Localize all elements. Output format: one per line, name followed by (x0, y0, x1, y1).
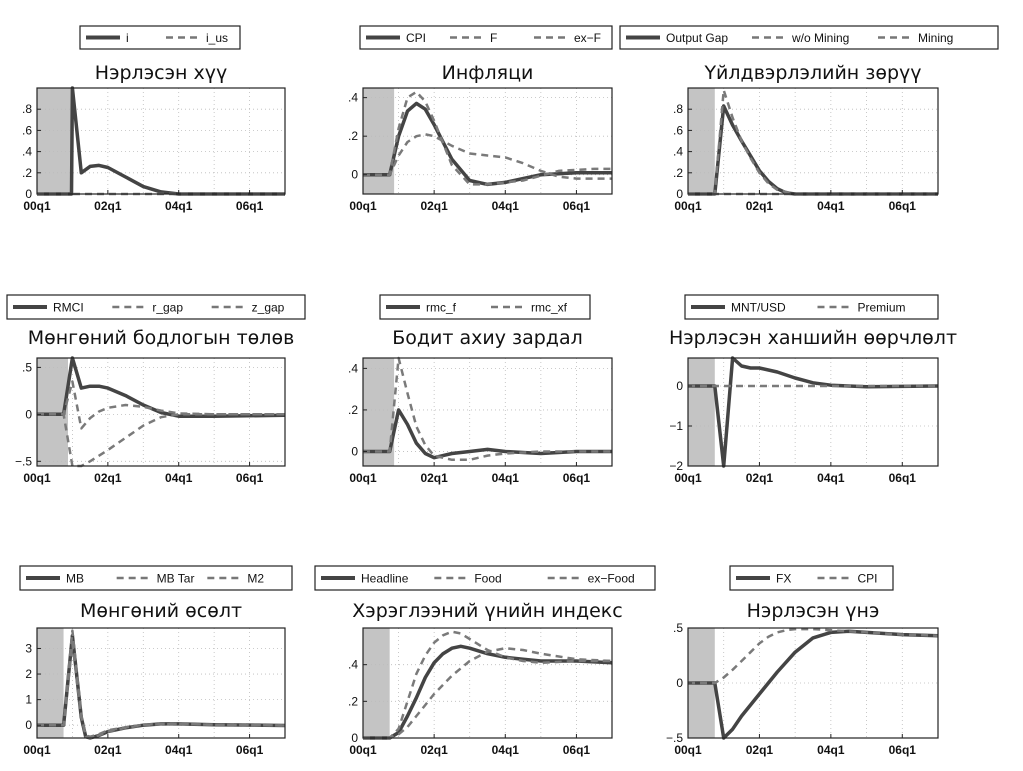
shaded-region (688, 358, 715, 466)
x-tick-label: 06q1 (888, 743, 916, 757)
y-tick-label: .8 (672, 102, 683, 117)
x-tick-label: 04q1 (491, 471, 519, 485)
x-tick-label: 04q1 (165, 471, 193, 485)
y-tick-label: 0 (351, 167, 358, 182)
legend-label: MNT/USD (731, 300, 786, 315)
y-tick-label: 0 (25, 407, 32, 422)
x-tick-label: 02q1 (94, 199, 122, 213)
legend-label: i (126, 31, 129, 45)
legend-label: z_gap (251, 300, 285, 315)
y-tick-label: −.5 (14, 454, 32, 469)
chart-title: Нэрлэсэн хүү (94, 62, 228, 84)
x-tick-label: 02q1 (94, 471, 122, 485)
legend-label: Output Gap (666, 31, 729, 45)
x-tick-label: 00q1 (674, 471, 702, 485)
series-line-Food (363, 632, 612, 738)
chart-panel-3 (620, 26, 998, 213)
y-tick-label: .2 (347, 694, 358, 709)
x-tick-label: 00q1 (23, 743, 51, 757)
legend-label: w/o Mining (792, 31, 850, 45)
chart-legend (7, 295, 305, 319)
chart-panel-5 (348, 295, 612, 485)
y-tick-label: 3 (25, 641, 32, 656)
x-tick-label: 04q1 (817, 471, 845, 485)
plot-frame (363, 628, 612, 738)
legend-label: ex−Food (587, 571, 635, 586)
y-tick-label: .8 (21, 102, 32, 117)
chart-legend (80, 26, 240, 49)
x-tick-label: 02q1 (745, 471, 774, 485)
chart-legend (20, 566, 292, 590)
chart-legend (685, 295, 938, 319)
chart-title: Хэрэглээний үнийн индекс (352, 600, 623, 622)
y-tick-label: .4 (21, 144, 32, 159)
chart-title: Мөнгөний өсөлт (79, 600, 243, 622)
series-line-F (363, 92, 612, 184)
chart-title: Үйлдвэрлэлийн зөрүү (704, 62, 922, 84)
y-tick-label: .2 (21, 165, 32, 180)
x-tick-label: 00q1 (674, 743, 702, 757)
x-tick-label: 06q1 (888, 471, 916, 485)
chart-panel-9 (666, 566, 938, 757)
legend-label: M2 (247, 571, 265, 586)
chart-panel-2 (348, 26, 612, 213)
gridlines (688, 628, 938, 738)
y-tick-label: −.5 (665, 731, 683, 745)
y-tick-label: .2 (672, 165, 683, 180)
chart-title: Мөнгөний бодлогын төлөв (27, 327, 295, 349)
gridlines (688, 88, 938, 194)
y-tick-label: .6 (21, 123, 32, 138)
y-tick-label: .4 (672, 144, 683, 159)
chart-panel-4 (7, 295, 305, 485)
chart-legend (360, 26, 612, 49)
series-line-MB Tar (37, 631, 285, 738)
y-tick-label: .6 (672, 123, 683, 138)
y-tick-label: .5 (21, 360, 32, 375)
series-line-M2 (37, 643, 285, 736)
series-line-r_gap (37, 382, 285, 429)
x-tick-label: 04q1 (817, 199, 845, 213)
x-tick-label: 06q1 (235, 471, 264, 485)
series-line-Headline (363, 646, 612, 738)
series-line-CPI (363, 103, 612, 184)
chart-title: Инфляци (441, 62, 534, 84)
chart-panel-1 (22, 26, 285, 213)
x-tick-label: 04q1 (491, 199, 519, 213)
x-tick-label: 00q1 (349, 743, 377, 757)
y-tick-label: −1 (669, 419, 683, 433)
y-tick-label: 0 (676, 379, 683, 393)
chart-legend (730, 566, 893, 590)
x-tick-label: 04q1 (491, 743, 519, 757)
x-tick-label: 02q1 (420, 199, 448, 213)
x-tick-label: 06q1 (235, 743, 264, 757)
y-tick-label: 0 (676, 676, 683, 690)
legend-label: rmc_f (426, 300, 456, 315)
legend-label: Headline (361, 571, 409, 586)
series-line-rmc_f (363, 410, 612, 458)
series-line-w/o Mining (688, 90, 938, 194)
x-tick-label: 04q1 (165, 199, 193, 213)
y-tick-label: .4 (347, 361, 358, 376)
legend-label: Mining (918, 31, 954, 45)
legend-label: RMCI (53, 300, 84, 315)
legend-label: i_us (206, 31, 229, 45)
shaded-region (37, 88, 72, 194)
chart-legend (315, 566, 655, 590)
legend-label: CPI (406, 31, 427, 45)
y-tick-label: .2 (347, 402, 358, 417)
chart-title: Нэрлэсэн ханшийн өөрчлөлт (668, 327, 958, 349)
x-tick-label: 02q1 (745, 743, 774, 757)
y-tick-label: .2 (347, 129, 358, 144)
chart-panel-8 (315, 566, 655, 757)
legend-label: F (490, 31, 498, 45)
x-tick-label: 04q1 (817, 743, 845, 757)
x-tick-label: 00q1 (349, 199, 377, 213)
x-tick-label: 06q1 (235, 199, 264, 213)
shaded-region (363, 88, 394, 194)
legend-label: MB (66, 571, 84, 586)
legend-label: rmc_xf (531, 300, 567, 315)
y-tick-label: 0 (25, 187, 32, 201)
x-tick-label: 06q1 (562, 199, 591, 213)
x-tick-label: 06q1 (888, 199, 916, 213)
chart-title: Бодит ахиу зардал (392, 327, 583, 349)
y-tick-label: .5 (672, 621, 683, 635)
series-line-Output Gap (688, 106, 938, 194)
x-tick-label: 04q1 (165, 743, 193, 757)
x-tick-label: 02q1 (420, 471, 448, 485)
y-tick-label: 0 (25, 718, 32, 733)
y-tick-label: .4 (347, 657, 358, 672)
series-line-MNT/USD (688, 358, 938, 466)
y-tick-label: 2 (25, 667, 32, 682)
legend-label: r_gap (152, 300, 184, 315)
series-line-rmc_xf (363, 358, 612, 460)
chart-panel-7 (20, 566, 292, 757)
legend-label: Premium (857, 300, 906, 315)
y-tick-label: .4 (347, 90, 358, 105)
chart-panel-6 (669, 295, 957, 485)
chart-title: Нэрлэсэн үнэ (746, 600, 880, 622)
y-tick-label: 1 (25, 692, 32, 707)
shaded-region (37, 628, 64, 738)
legend-label: ex−F (574, 31, 602, 45)
x-tick-label: 06q1 (562, 743, 591, 757)
series-line-i (37, 88, 285, 194)
x-tick-label: 00q1 (674, 199, 702, 213)
x-tick-label: 02q1 (94, 743, 122, 757)
chart-legend (620, 26, 998, 49)
legend-label: Food (474, 571, 502, 586)
legend-label: FX (776, 571, 792, 586)
x-tick-label: 02q1 (745, 199, 774, 213)
x-tick-label: 00q1 (23, 471, 51, 485)
legend-label: MB Tar (156, 571, 195, 586)
plot-frame (688, 88, 938, 194)
y-tick-label: 0 (351, 731, 358, 745)
series-line-FX (688, 631, 938, 738)
shaded-region (363, 628, 390, 738)
shaded-region (688, 88, 715, 194)
legend-label: CPI (857, 571, 878, 586)
chart-legend (380, 295, 590, 319)
x-tick-label: 00q1 (349, 471, 377, 485)
gridlines (363, 628, 612, 738)
y-tick-label: 0 (676, 187, 683, 201)
series-line-z_gap (37, 414, 285, 466)
x-tick-label: 00q1 (23, 199, 51, 213)
y-tick-label: 0 (351, 444, 358, 459)
y-tick-label: −2 (669, 459, 683, 473)
x-tick-label: 06q1 (562, 471, 591, 485)
x-tick-label: 02q1 (420, 743, 448, 757)
